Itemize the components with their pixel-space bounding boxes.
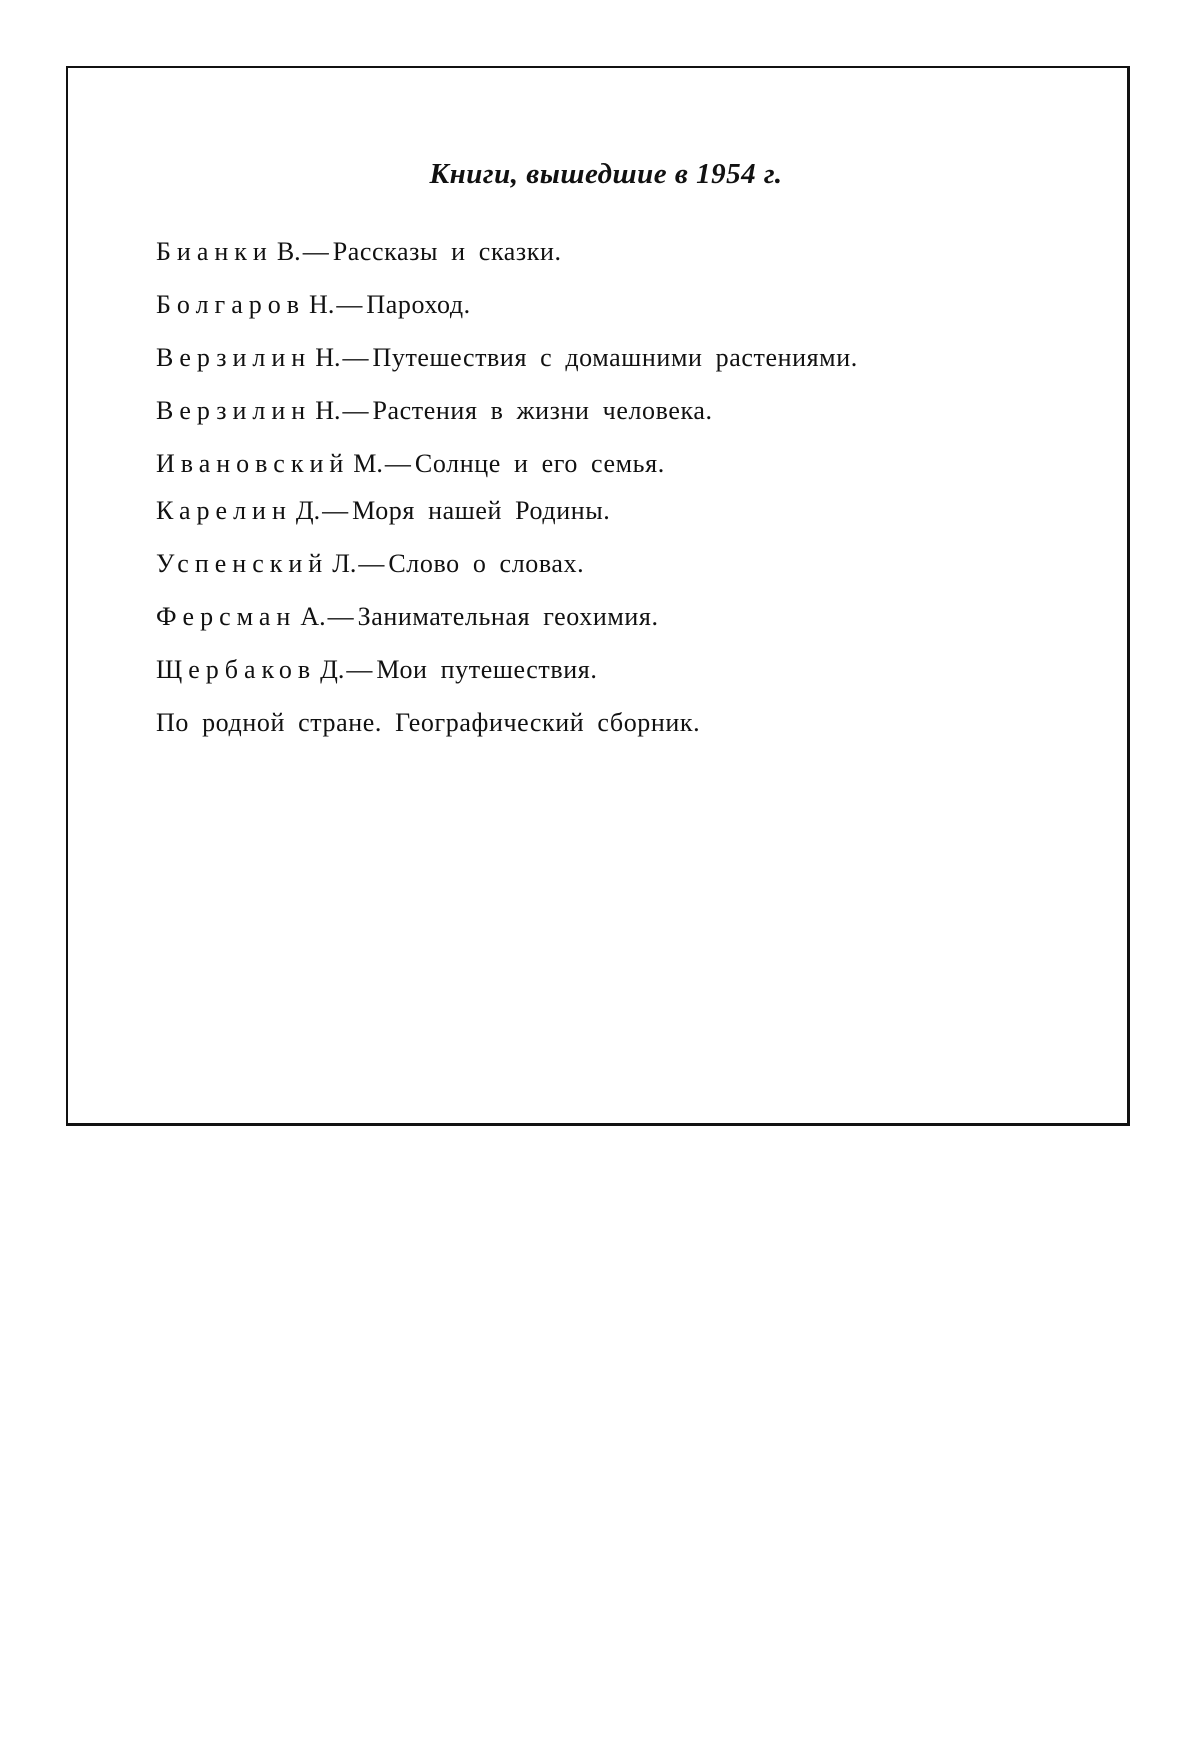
separator-dash: — xyxy=(346,655,373,684)
book-entry xyxy=(156,289,858,342)
author-initial: Л. xyxy=(332,549,357,578)
author-initial: В. xyxy=(276,237,301,266)
book-entry xyxy=(156,236,858,289)
book-title: Моря нашей Родины. xyxy=(352,496,611,525)
book-author: Верзилин xyxy=(156,343,312,372)
book-author: Верзилин xyxy=(156,396,312,425)
book-title: Мои путешествия. xyxy=(376,655,598,684)
book-entry xyxy=(156,548,858,601)
separator-dash: — xyxy=(327,602,354,631)
author-initial: А. xyxy=(300,602,326,631)
book-entry xyxy=(156,601,858,654)
author-initial: Н. xyxy=(315,343,341,372)
book-title: Слово о словах. xyxy=(388,549,585,578)
book-title: Растения в жизни человека. xyxy=(372,396,713,425)
book-title: Пароход. xyxy=(366,290,471,319)
separator-dash: — xyxy=(342,396,369,425)
book-list xyxy=(156,236,858,760)
author-initial: Д. xyxy=(320,655,345,684)
book-entry xyxy=(156,707,858,760)
book-entry xyxy=(156,495,858,548)
book-author: Ферсман xyxy=(156,602,297,631)
book-author: Щербаков xyxy=(156,655,317,684)
separator-dash: — xyxy=(384,449,411,478)
separator-dash: — xyxy=(342,343,369,372)
book-title: Солнце и его семья. xyxy=(414,449,665,478)
separator-dash: — xyxy=(302,237,329,266)
author-initial: Н. xyxy=(315,396,341,425)
page-title: Книги, вышедшие в 1954 г. xyxy=(429,158,783,190)
book-author: Успенский xyxy=(156,549,329,578)
book-entry xyxy=(156,448,858,495)
book-title: Рассказы и сказки. xyxy=(332,237,562,266)
book-author: Бианки xyxy=(156,237,273,266)
book-title: Занимательная геохимия. xyxy=(357,602,659,631)
book-entry xyxy=(156,654,858,707)
book-author: Карелин xyxy=(156,496,292,525)
author-initial: Д. xyxy=(295,496,321,525)
author-initial: М. xyxy=(353,449,383,478)
book-entry xyxy=(156,342,858,395)
book-entry xyxy=(156,395,858,448)
book-title: Путешествия с домашними растениями. xyxy=(372,343,858,372)
separator-dash: — xyxy=(358,549,385,578)
book-author: Болгаров xyxy=(156,290,306,319)
anthology-title: По родной стране. Географический сборник. xyxy=(156,708,701,737)
book-author: Ивановский xyxy=(156,449,350,478)
separator-dash: — xyxy=(336,290,363,319)
author-initial: Н. xyxy=(309,290,335,319)
separator-dash: — xyxy=(322,496,349,525)
